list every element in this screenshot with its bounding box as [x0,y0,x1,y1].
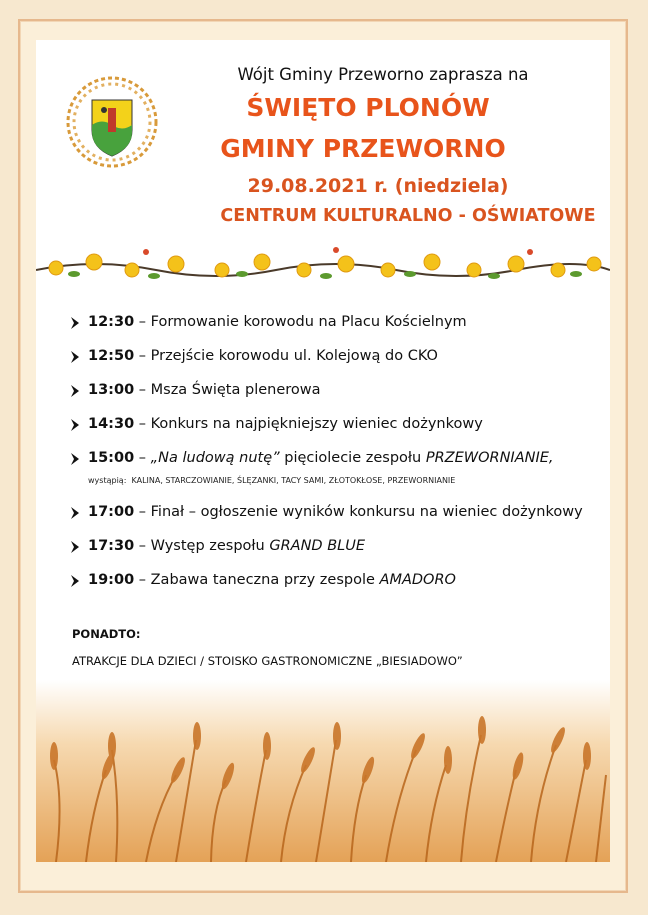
arrow-bullet-icon [70,384,80,398]
event-title: ŚWIĘTO PLONÓW [246,93,490,122]
flower-garland-decoration [36,240,610,292]
event-subtitle: GMINY PRZEWORNO [220,134,506,163]
event-date: 29.08.2021 r. (niedziela) [247,175,509,197]
poster-card [36,40,610,862]
arrow-bullet-icon [70,452,80,466]
schedule-item: 15:00 – „Na ludową nutę” pięciolecie zespołu PRZEWORNIANIE, [70,450,610,484]
arrow-bullet-icon [70,418,80,432]
arrow-bullet-icon [70,540,80,554]
performers-line: wystąpią: KALINA, STARCZOWIANIE, ŚLĘZANKI, TACY SAMI, ZŁOTOKŁOSE, PRZEWORNIANIE [88,476,456,485]
arrow-bullet-icon [70,350,80,364]
schedule-item: 12:30 – Formowanie korowodu na Placu Kościelnym [70,314,610,348]
arrow-bullet-icon [70,574,80,588]
extras-heading: PONADTO: [72,627,141,641]
extras-text: ATRAKCJE DLA DZIECI / STOISKO GASTRONOMICZNE „BIESIADOWO” [72,654,463,668]
arrow-bullet-icon [70,316,80,330]
program-schedule [70,314,610,606]
schedule-item: 19:00 – Zabawa taneczna przy zespole AMADORO [70,572,610,606]
event-venue: CENTRUM KULTURALNO - OŚWIATOWE [220,206,596,226]
invite-line: Wójt Gminy Przeworno zaprasza na [237,65,529,84]
schedule-item: 13:00 – Msza Święta plenerowa [70,382,610,416]
schedule-item: 17:30 – Występ zespołu GRAND BLUE [70,538,610,572]
schedule-item: 17:00 – Finał – ogłoszenie wyników konkursu na wieniec dożynkowy [70,504,610,538]
schedule-item: 12:50 – Przejście korowodu ul. Kolejową do CKO [70,348,610,382]
poster-header [36,40,610,240]
schedule-item: 14:30 – Konkurs na najpiękniejszy wieniec dożynkowy [70,416,610,450]
arrow-bullet-icon [70,506,80,520]
wheat-field-image [36,680,610,862]
